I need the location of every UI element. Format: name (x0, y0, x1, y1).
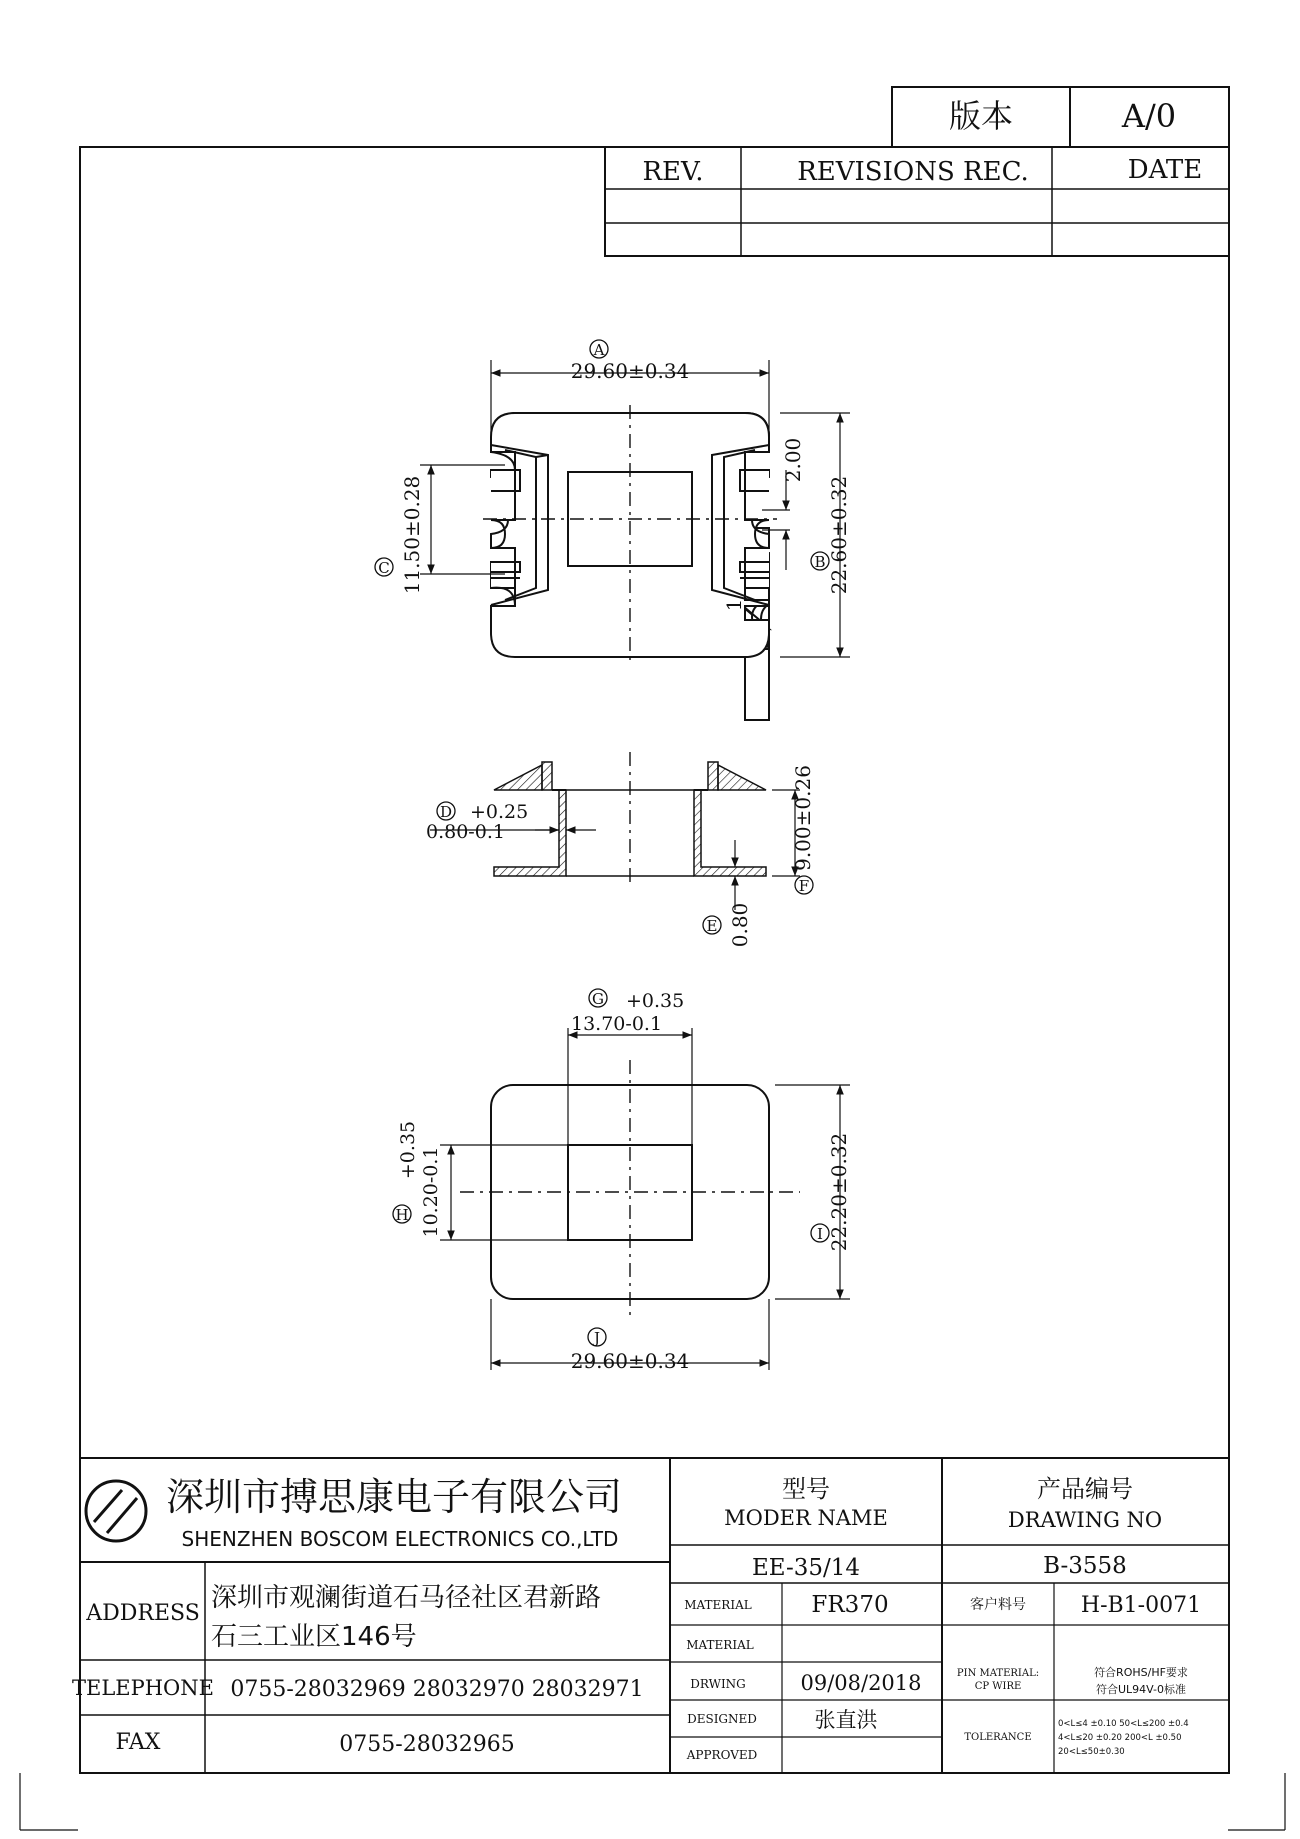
dim-H-value: 10.20-0.1 (420, 1146, 442, 1238)
dim-letter-J: J (593, 1329, 601, 1347)
address-line-2: 石三工业区146号 (211, 1622, 417, 1652)
dim-letter-D: D (439, 803, 453, 821)
address-label: ADDRESS (86, 1601, 200, 1626)
dim-C-value: 11.50±0.28 (400, 475, 424, 595)
drwing-label: DRWING (690, 1677, 746, 1691)
telephone-value: 0755-28032969 28032970 28032971 (230, 1677, 644, 1702)
customer-part-label: 客户料号 (970, 1597, 1026, 1613)
pin-material-wire: CP WIRE (974, 1681, 1022, 1692)
dim-slot-value: 2.00 (781, 437, 805, 483)
material-value: FR370 (811, 1592, 889, 1618)
top-view (483, 405, 777, 720)
corner-marks (20, 1773, 1285, 1830)
material-2-label: MATERIAL (686, 1638, 754, 1652)
version-value: A/0 (1121, 97, 1177, 135)
dim-G-value: 13.70-0.1 (571, 1013, 663, 1035)
dim-letter-G: G (592, 990, 604, 1008)
dim-E-value: 0.80 (728, 902, 752, 948)
rev-header: REV. (642, 157, 704, 187)
dim-F-value: 9.00±0.26 (791, 765, 815, 871)
company-name-en: SHENZHEN BOSCOM ELECTRONICS CO.,LTD (181, 1527, 619, 1551)
model-label-cn: 型号 (782, 1475, 830, 1503)
dim-D-value: 0.80-0.1 (426, 821, 505, 843)
dim-letter-I: I (817, 1225, 823, 1243)
dim-letter-A: A (593, 341, 605, 359)
dim-letter-H: H (395, 1206, 409, 1224)
dim-letter-F: F (798, 877, 810, 895)
dim-G-tolerance: +0.35 (626, 990, 685, 1012)
company-logo (86, 1481, 146, 1541)
material-label: MATERIAL (684, 1598, 752, 1612)
company-name-cn: 深圳市搏思康电子有限公司 (165, 1475, 623, 1519)
approved-label: APPROVED (686, 1748, 758, 1762)
title-block (72, 1458, 1229, 1773)
dim-letter-C: C (378, 559, 390, 577)
designed-value: 张直洪 (814, 1708, 878, 1732)
tolerance-line-3: 20<L≤50±0.30 (1058, 1747, 1125, 1757)
version-label: 版本 (948, 97, 1014, 135)
revisions-rec-header: REVISIONS REC. (797, 157, 1029, 187)
rohs-compliance: 符合ROHS/HF要求 (1094, 1666, 1188, 1679)
dim-B-value: 22.60±0.32 (827, 475, 851, 595)
revision-box (605, 87, 1229, 256)
customer-part-value: H-B1-0071 (1080, 1593, 1202, 1618)
address-line-1: 深圳市观澜街道石马径社区君新路 (211, 1583, 602, 1613)
fax-value: 0755-28032965 (339, 1732, 515, 1757)
telephone-label: TELEPHONE (72, 1676, 214, 1700)
dim-A-value: 29.60±0.34 (570, 359, 690, 383)
tolerance-line-2: 4<L≤20 ±0.20 200<L ±0.50 (1058, 1733, 1182, 1743)
model-label-en: MODER NAME (724, 1506, 888, 1530)
pin-one-mark: 1 (722, 598, 746, 612)
dim-letter-B: B (814, 553, 826, 571)
pin-material-label: PIN MATERIAL: (956, 1668, 1040, 1679)
drawing-no-label-cn: 产品编号 (1037, 1475, 1133, 1503)
fax-label: FAX (115, 1730, 161, 1755)
side-view-dimensions (426, 765, 815, 947)
designed-label: DESIGNED (687, 1712, 757, 1726)
tolerance-label: TOLERANCE (964, 1732, 1032, 1743)
dim-J-value: 29.60±0.34 (570, 1349, 690, 1373)
tolerance-line-1: 0<L≤4 ±0.10 50<L≤200 ±0.4 (1058, 1719, 1189, 1729)
dim-D-tolerance: +0.25 (470, 801, 529, 823)
ul-compliance: 符合UL94V-0标准 (1095, 1683, 1187, 1696)
dim-I-value: 22.20±0.32 (827, 1132, 851, 1252)
drawing-no-label-en: DRAWING NO (1007, 1508, 1163, 1532)
drwing-date-value: 09/08/2018 (800, 1671, 922, 1695)
bottom-view (460, 1060, 800, 1320)
model-value: EE-35/14 (751, 1555, 861, 1581)
side-view (494, 752, 766, 888)
date-header: DATE (1127, 155, 1203, 185)
dim-H-tolerance: +0.35 (397, 1120, 419, 1180)
drawing-no-value: B-3558 (1043, 1553, 1127, 1579)
dim-letter-E: E (706, 917, 718, 935)
